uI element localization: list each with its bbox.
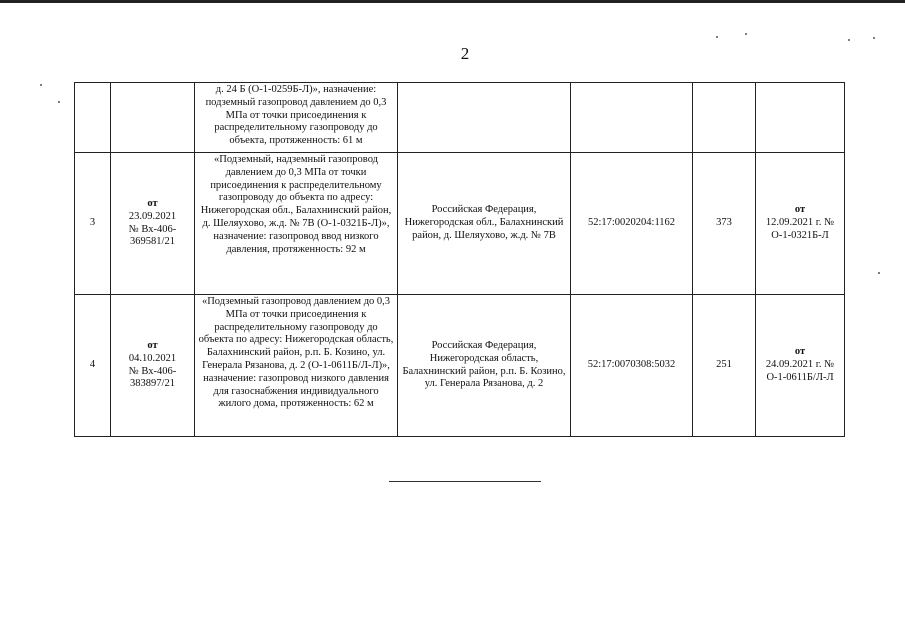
object-description: д. 24 Б (О-1-0259Б-Л)», назначение: подземный газопровод давлением до 0,3 МПа от точки присоединения к распределительному газопроводу до объекта, протяженность: 61 м [195,83,398,153]
row-number: 4 [75,295,111,437]
row-number: 3 [75,153,111,295]
request-cell [111,295,195,437]
registry-table [74,82,845,437]
address: Российская Федерация, Нижегородская область, Балахнинский район, р.п. Б. Козино, ул. Генерала Рязанова, д. 2 [398,295,571,437]
scan-speck [848,39,850,41]
object-description: «Подземный, надземный газопровод давлением до 0,3 МПа от точки присоединения к распределительному газопроводу до объекта по адресу: Нижегородская обл., Балахнинский район, д. Шеляухово, ж.д. № 7В (О-1-0321Б-Л)», назначение: газопровод ввод низкого давления, протяженность: 92 м [195,153,398,295]
request-number: № Вх-406-369581/21 [128,223,177,248]
scan-speck [58,101,60,103]
address [398,83,571,153]
scan-speck [40,84,42,86]
request-date: 23.09.2021 [128,210,177,222]
address: Российская Федерация, Нижегородская обл., Балахнинский район, д. Шеляухово, ж.д. № 7В [398,153,571,295]
page-top-border [0,0,905,3]
request-ot: от [147,339,158,351]
decision-ot: от [794,346,806,358]
table-row [75,295,845,437]
request-cell [111,153,195,295]
decision-cell [756,295,845,437]
scan-speck [716,36,718,38]
decision-cell [756,83,845,153]
decision-number: 12.09.2021 г. № О-1-0321Б-Л [765,217,835,241]
scan-speck [878,272,880,274]
decision-number: 24.09.2021 г. № О-1-0611Б/Л-Л [765,359,835,383]
end-separator-line [389,481,541,482]
scan-speck [873,37,875,39]
area: 373 [693,153,756,295]
area [693,83,756,153]
area: 251 [693,295,756,437]
request-number: № Вх-406-383897/21 [128,365,177,390]
page-number: 2 [460,44,470,63]
request-date: 04.10.2021 [128,352,177,364]
cadastral-number [571,83,693,153]
cadastral-number: 52:17:0020204:1162 [571,153,693,295]
scan-speck [745,33,747,35]
table-row [75,153,845,295]
decision-ot: от [794,204,806,216]
request-ot: от [147,197,158,209]
decision-cell [756,153,845,295]
cadastral-number: 52:17:0070308:5032 [571,295,693,437]
request-cell [111,83,195,153]
table-row [75,83,845,153]
object-description: «Подземный газопровод давлением до 0,3 МПа от точки присоединения к распределительному газопроводу до объекта по адресу: Нижегородская область, Балахнинский район, р.п. Б. Козино, ул. Генерала Рязанова, д. 2 (О-1-0611Б/Л-Л)», назначение: газопровод низкого давления для газоснабжения индивидуального жилого дома, протяженность: 62 м [195,295,398,437]
row-number [75,83,111,153]
